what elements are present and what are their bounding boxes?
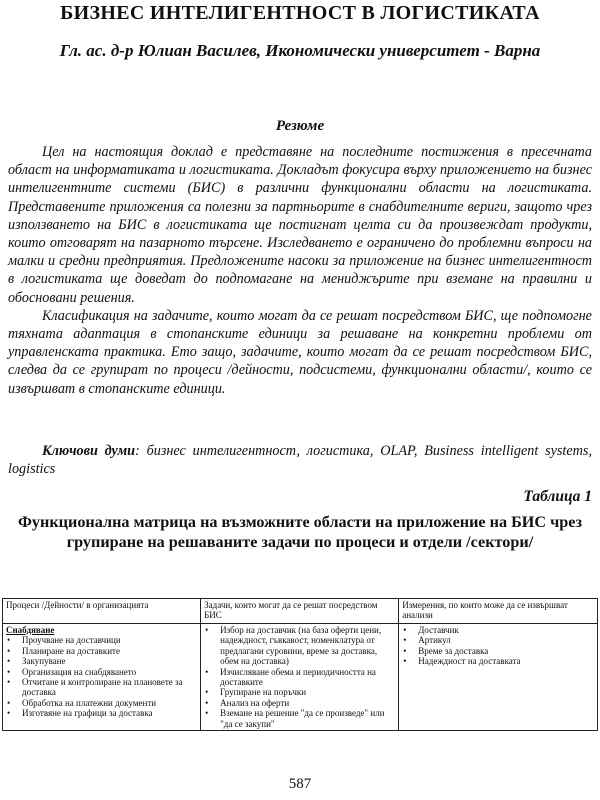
bullet-icon: •: [7, 635, 11, 646]
task-list: [204, 625, 395, 729]
table-cell-dimensions: [399, 624, 598, 731]
bullet-icon: •: [403, 625, 407, 635]
bullet-icon: •: [7, 645, 11, 656]
function-matrix-table: [2, 598, 598, 731]
bullet-icon: •: [205, 687, 209, 698]
author-line: Гл. ас. д-р Юлиан Василев, Икономически университет - Варна: [59, 41, 541, 60]
abstract-heading: Резюме: [275, 118, 325, 134]
list-item: • Обработка на платежни документи: [7, 697, 157, 708]
bullet-icon: •: [7, 697, 11, 708]
bullet-icon: •: [7, 708, 11, 719]
bullet-icon: •: [403, 635, 407, 646]
table-header-cell: Задачи, които могат да се решат посредством БИС: [201, 599, 399, 624]
list-item: • Планиране на доставките: [7, 645, 120, 656]
list-item: • Групиране на поръчки: [205, 687, 307, 698]
list-item: • Доставчик: [403, 625, 459, 635]
process-heading: Снабдяване: [6, 625, 55, 635]
table-label: Таблица 1: [523, 488, 592, 505]
table-caption: Функционална матрица на възможните области на приложение на БИС чрез групиране на решаваните задачи по процеси и отдели /сектори/: [18, 513, 582, 551]
list-item: • Избор на доставчик (на база оферти цени, надеждност, гъвкавост, номенклатура от предлагани суровини, време за доставка, обем на доставка): [205, 625, 382, 667]
abstract-paragraph: Класификация на задачите, които могат да се решат посредством БИС, ще подпомогне тяхната адаптация в стопанските единици за решаване на конкретни проблеми от управленската практика. Ето защо, задачите, които могат да се решат посредством БИС, следва да се групират по процеси /дейности, подсистеми, функционални области/, които се извършват в стопанските единици.: [8, 307, 592, 397]
abstract-paragraph: Цел на настоящия доклад е представяне на последните постижения в пресечната област на информатиката и логистиката. Докладът фокусира върху приложението на бизнес интелигентните системи (БИС) в различни функционални области на логистиката. Представените приложения са полезни за партньорите в снабдителните вериги, защото чрез използването на БИС в логистиката ще постигнат целта си да произвеждат продукти, които отговарят на пазарното търсене. Изследването е ограничено до проблемни въпроси на малки и средни предприятия. Предложените насоки за приложение на бизнес интелигентност в логистиката ще доведат до подпомагане на мениджърите при вземане на правилни и обосновани решения.: [8, 144, 592, 306]
abstract-body: [8, 143, 592, 398]
bullet-icon: •: [7, 666, 11, 677]
table-header-row: [3, 599, 598, 624]
table-row: [3, 624, 598, 731]
list-item: • Вземане на решение "да се произведе" или "да се закупи": [205, 708, 385, 729]
paper-title: БИЗНЕС ИНТЕЛИГЕНТНОСТ В ЛОГИСТИКАТА: [60, 2, 540, 24]
keywords-label: Ключови думи: [42, 443, 136, 459]
bullet-icon: •: [7, 677, 11, 688]
list-item: • Време за доставка: [403, 645, 489, 656]
bullet-icon: •: [205, 708, 209, 719]
dimension-list: [402, 625, 594, 667]
bullet-icon: •: [205, 625, 209, 635]
list-item: • Надеждност на доставката: [403, 656, 521, 667]
table-header-cell: Измерения, по които може да се извършват анализи: [399, 599, 598, 624]
bullet-icon: •: [403, 645, 407, 656]
bullet-icon: •: [205, 697, 209, 708]
process-list: [6, 635, 197, 718]
keywords-text: : бизнес интелигентност, логистика, OLAP, Business intelligent systems, logistics: [8, 443, 592, 478]
list-item: • Изчисляване обема и периодичността на доставките: [205, 666, 376, 688]
list-item: • Артикул: [403, 635, 451, 646]
table-header-cell: Процеси /Дейности/ в организацията: [3, 599, 201, 624]
list-item: • Отчитане и контролиране на плановете за доставка: [7, 677, 183, 698]
table-cell-tasks: [201, 624, 399, 731]
list-item: • Организация на снабдяването: [7, 666, 137, 677]
list-item: • Изготвяне на графици за доставка: [7, 708, 153, 719]
list-item: • Анализ на оферти: [205, 697, 290, 708]
table-cell-processes: [3, 624, 201, 731]
list-item: • Закупуване: [7, 656, 66, 667]
bullet-icon: •: [7, 656, 11, 667]
bullet-icon: •: [205, 666, 209, 677]
list-item: • Проучване на доставчици: [7, 635, 121, 646]
keywords: [8, 442, 592, 478]
page-number: 587: [288, 776, 312, 792]
bullet-icon: •: [403, 656, 407, 667]
